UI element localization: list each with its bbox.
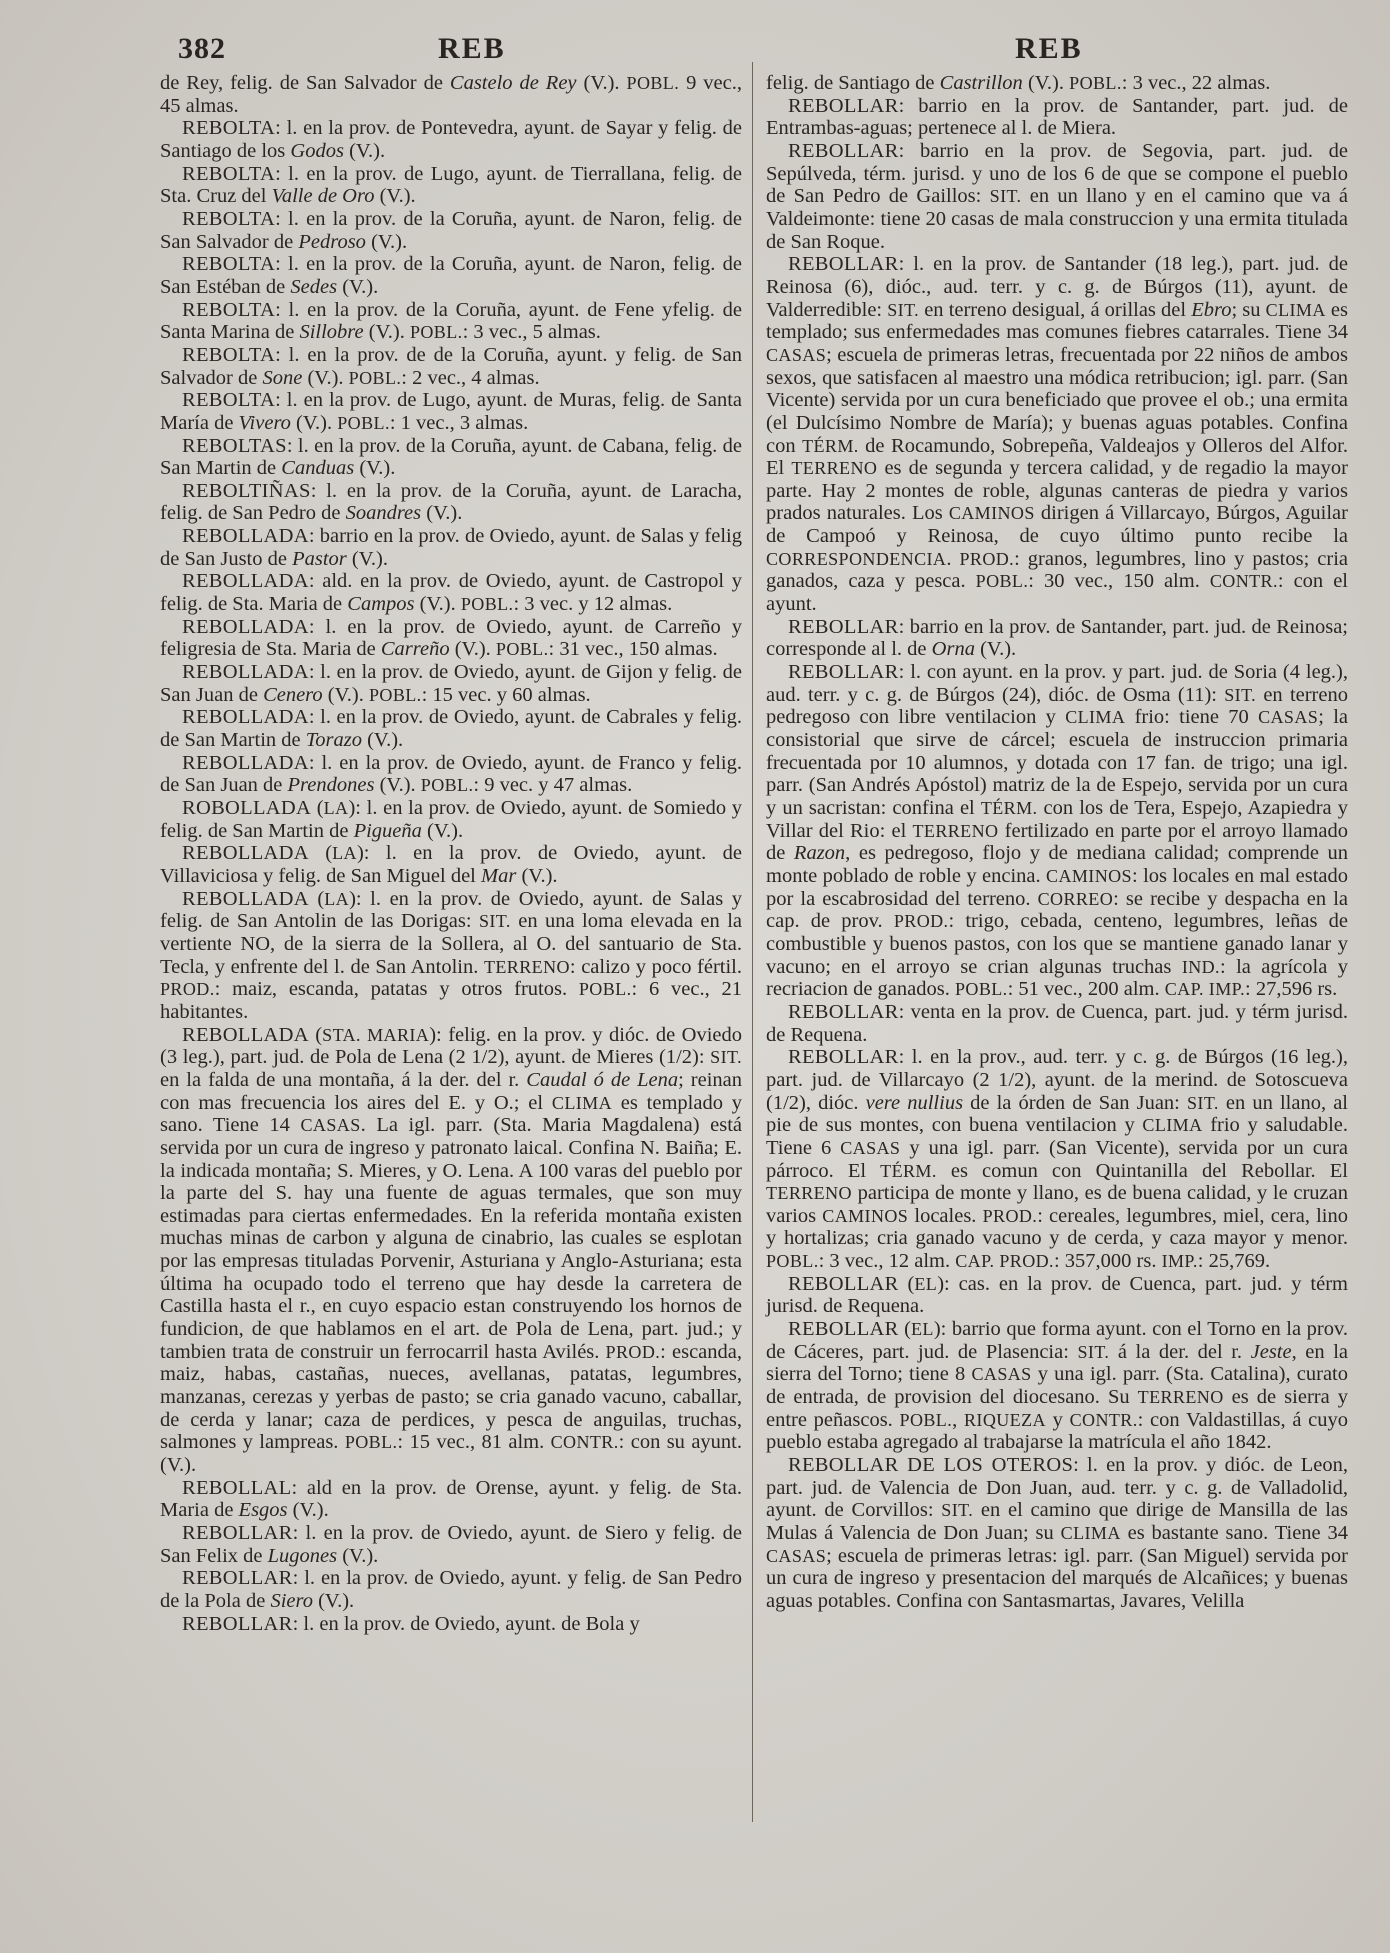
abbreviation: STA. MARIA — [322, 1024, 430, 1045]
headword: REBOLLAR — [182, 1522, 293, 1544]
entry-text: en terreno desigual, á orillas del — [919, 298, 1192, 321]
entry-text: (V.). — [302, 366, 349, 389]
abbreviation: CLIMA — [1265, 299, 1326, 320]
entry-text: : l. en la prov. de la Coruña, ayunt. de Laracha, felig. de San Pedro de — [160, 479, 742, 525]
abbreviation: CASAS — [971, 1364, 1032, 1385]
abbreviation: POBL. — [975, 571, 1029, 592]
entry-text: fertilizado en parte por el arroyo llamado de — [766, 819, 1348, 865]
dictionary-entry — [160, 1024, 742, 1477]
entry-text: dirigen á Villarcayo, Búrgos, Aguilar de Campoó y Reinosa, de cuyo último punto recibe la — [766, 502, 1348, 548]
abbreviation: CONTR. — [1209, 571, 1278, 592]
entry-text: (V.). — [337, 275, 379, 298]
entry-text: ): l. en la prov. de Oviedo, ayunt. de Villaviciosa y felig. de San Miguel del — [160, 842, 742, 887]
entry-text: en la falda de una montaña, á la der. del r. — [160, 1068, 527, 1091]
dictionary-entry — [160, 797, 742, 842]
entry-text: ): cas. en la prov. de Cuenca, part. jud. y térm jurisd. de Requena. — [766, 1272, 1348, 1318]
place-name: Soandres — [345, 502, 422, 525]
place-name: Pigueña — [353, 819, 422, 842]
dictionary-entry — [160, 299, 742, 344]
dictionary-entry — [766, 1001, 1348, 1046]
place-name: Orna — [931, 638, 975, 661]
entry-text: : ald. en la prov. de Oviedo, ayunt. de Castropol y felig. de Sta. Maria de — [160, 570, 742, 616]
entry-text: frio y saludable. Tiene 6 — [766, 1114, 1348, 1159]
entry-text: ; escuela de primeras letras: igl. parr. (San Miguel) servida por un cura de ingreso y presentacion del marqués de Alcañices; y buenas aguas potables. Confina con Santasmartas, Javares, Velilla — [766, 1544, 1348, 1612]
entry-text: ( — [308, 887, 325, 910]
abbreviation: POBL. — [337, 412, 390, 433]
abbreviation: SIT. — [989, 186, 1022, 207]
place-name: Prendones — [287, 774, 375, 797]
headword: REBOLLAR — [788, 253, 899, 276]
entry-text: : 1 vec., 3 almas. — [389, 411, 529, 434]
place-name: Canduas — [281, 457, 355, 480]
entry-text: : calizo y poco fértil. — [569, 955, 742, 978]
abbreviation: PROD. — [605, 1341, 661, 1362]
entry-text: en un llano y en el camino que va á Valdeimonte: tiene 20 casas de mala construccion y una ermita titulada de San Roque. — [766, 185, 1348, 253]
abbreviation: LA — [324, 888, 350, 909]
abbreviation: LA — [323, 798, 349, 818]
dictionary-entry — [766, 253, 1348, 616]
entry-text: en el camino que dirige de Mansilla de las Mulas á Valencia de Don Juan; su — [766, 1499, 1349, 1544]
headword: REBOLLAR — [788, 1318, 899, 1341]
abbreviation: CLIMA — [551, 1092, 612, 1113]
entry-text: : l. en la prov. de Oviedo, ayunt. de Gijon y felig. de San Juan de — [160, 661, 742, 706]
dictionary-entry — [160, 570, 742, 615]
abbreviation: POBL. — [460, 594, 514, 615]
dictionary-entry — [160, 752, 742, 797]
entry-text: : l. en la prov., aud. terr. y c. g. de Búrgos (16 leg.), part. jud. de Villarcayo (2 1/2), ayunt. de la merind. de Sotoscueva (1/2), dióc. — [766, 1046, 1348, 1114]
dictionary-entry — [766, 72, 1348, 95]
entry-text: es de sierra y entre peñascos. — [766, 1386, 1348, 1431]
entry-text: : barrio en la prov. de Segovia, part. jud. de Sepúlveda, térm. jurisd. y uno de los 6 de que se compone el pueblo de San Pedro de Gaillos: — [766, 139, 1348, 208]
dictionary-entry — [160, 389, 742, 434]
entry-text: : l. en la prov. de Lugo, ayunt. de Tierrallana, felig. de Sta. Cruz del — [160, 162, 742, 208]
abbreviation: CAMINOS — [948, 503, 1035, 524]
abbreviation: TÉRM. — [980, 798, 1038, 818]
entry-text: y una igl. parr. (San Vicente), servida por un cura párroco. El — [766, 1136, 1348, 1182]
running-head-left: REB — [438, 32, 506, 65]
place-name: Razon — [793, 842, 846, 865]
entry-text: es templado; sus enfermedades mas comunes fiebres catarrales. Tiene 34 — [766, 298, 1348, 344]
abbreviation: POBL. — [766, 1251, 819, 1272]
entry-text: de la órden de San Juan: — [963, 1091, 1187, 1114]
entry-text: : venta en la prov. de Cuenca, part. jud. y térm jurisd. de Requena. — [766, 1000, 1348, 1046]
entry-text: (V.). — [974, 638, 1017, 661]
headword: REBOLLAR — [788, 615, 899, 638]
left-column — [160, 72, 742, 1635]
abbreviation: CORREO — [1037, 888, 1114, 909]
abbreviation: POBL. — [495, 639, 549, 660]
dictionary-entry — [160, 1613, 742, 1636]
entry-text: : l. en la prov. de la Coruña, ayunt. de Naron, felig. de San Estéban de — [160, 253, 742, 298]
dictionary-entry — [160, 117, 742, 162]
column-divider — [752, 62, 753, 1822]
entry-text: felig. de Santiago de — [766, 72, 940, 94]
abbreviation: CAP. PROD. — [955, 1251, 1054, 1272]
abbreviation: PROD. — [982, 1205, 1038, 1226]
dictionary-entry — [160, 435, 742, 480]
place-name: Esgos — [238, 1499, 288, 1522]
entry-text: : escanda, maiz, habas, castañas, nueces, avellanas, patatas, legumbres, manzanas, cerezas y yerbas de pasto; se cria ganado vacuno, caballar, de cerda y lanar; caza de perdices, y pesca de anguilas, truchas, salmones y lampreas. — [160, 1340, 742, 1454]
dictionary-entry — [160, 480, 742, 525]
abbreviation: SIT. — [1077, 1341, 1110, 1362]
entry-text: : l. en la prov. de la Coruña, ayunt. de Fene yfelig. de Santa Marina de — [160, 298, 742, 344]
dictionary-entry — [766, 1046, 1348, 1273]
place-name: Pedroso — [298, 230, 366, 253]
headword: REBOLLADA — [182, 887, 309, 910]
entry-text: : la agrícola y recriacion de ganados. — [766, 955, 1348, 1001]
abbreviation: SIT. — [941, 1500, 974, 1521]
entry-text: ; escuela de primeras letras, frecuentada por 22 niños de ambos sexos, que satisfacen al maestro una módica retribucion; igl. parr. (San Vicente) servida por un cura beneficiado que provee el ob.; una ermita (el Dulcísimo Nombre de María); y buenas aguas potables. Confina con — [766, 343, 1348, 457]
entry-text: ): l. en la prov. de Oviedo, ayunt. de Somiedo y felig. de San Martin de — [160, 797, 742, 842]
entry-text: ( — [308, 842, 333, 865]
abbreviation: EL — [914, 1273, 938, 1294]
place-name: Cenero — [263, 683, 323, 706]
dictionary-entry — [160, 208, 742, 253]
entry-text: : barrio en la prov. de Santander, part. jud. de Entrambas-aguas; pertenece al l. de Miera. — [766, 94, 1348, 140]
headword: REBOLTA — [182, 389, 276, 412]
dictionary-entry — [160, 525, 742, 570]
entry-text: : 3 vec., 22 almas. — [1121, 72, 1271, 94]
entry-text: : con su ayunt. (V.). — [160, 1431, 742, 1477]
entry-text: y — [1045, 1408, 1070, 1431]
place-name: Pastor — [292, 547, 347, 570]
place-name: Sillobre — [299, 321, 364, 344]
abbreviation: CONTR. — [1069, 1409, 1138, 1430]
dictionary-entry — [160, 1567, 742, 1612]
entry-text: : maiz, escanda, patatas y otros frutos. — [214, 978, 579, 1001]
dictionary-entry — [160, 1477, 742, 1522]
abbreviation: RIQUEZA — [963, 1409, 1046, 1430]
place-name: Mar — [481, 864, 517, 887]
headword: REBOLLADA — [182, 706, 309, 729]
headword: REBOLTA — [182, 298, 276, 321]
dictionary-entry — [766, 95, 1348, 140]
entry-text: : l. en la prov. de Pontevedra, ayunt. de Sayar y felig. de Santiago de los — [160, 117, 742, 162]
headword: REBOLTA — [182, 207, 276, 230]
entry-text: y una igl. parr. (Sta. Catalina), curato de entrada, de provision del diocesano. Su — [766, 1363, 1348, 1409]
entry-text: ( — [898, 1318, 911, 1341]
entry-text: (V.). — [363, 321, 410, 344]
entry-text: : 357,000 rs. — [1053, 1250, 1162, 1273]
entry-text: ): barrio que forma ayunt. con el Torno en la prov. de Cáceres, part. jud. de Plasencia: — [766, 1318, 1349, 1363]
entry-text: ( — [898, 1272, 915, 1295]
headword: ROBOLLADA — [182, 797, 312, 819]
abbreviation: TERRENO — [766, 1183, 852, 1204]
headword: REBOLTAS — [182, 434, 287, 457]
abbreviation: PROD. — [160, 979, 215, 1000]
entry-text: con los de Tera, Espejo, Azapiedra y Villar del Rio: el — [766, 797, 1348, 842]
abbreviation: POBL. — [1069, 73, 1122, 93]
abbreviation: CLIMA — [1065, 707, 1126, 728]
abbreviation: POBL. — [344, 1432, 398, 1453]
abbreviation: CLIMA — [1142, 1115, 1203, 1136]
dictionary-entry — [160, 72, 742, 117]
abbreviation: CAMINOS — [822, 1205, 909, 1226]
entry-text: : l. en la prov. de Oviedo, ayunt. y felig. de San Pedro de la Pola de — [160, 1567, 742, 1612]
entry-text: 9 vec., 45 almas. — [160, 72, 742, 117]
entry-text: es comun con Quintanilla del Rebollar. El — [936, 1159, 1349, 1182]
abbreviation: CASAS — [840, 1137, 901, 1158]
entry-text: de Rey, felig. de San Salvador de — [160, 72, 450, 94]
abbreviation: POBL. — [409, 322, 463, 343]
running-head-right: REB — [1015, 32, 1083, 65]
entry-text: : l. en la prov. y dióc. de Leon, part. jud. de Valencia de Don Juan, aud. terr. y c. g. de Valladolid, ayunt. de Corvillos: — [766, 1454, 1349, 1522]
headword: REBOLLADA — [182, 751, 309, 774]
abbreviation: SIT. — [1224, 684, 1257, 705]
entry-text: ( — [308, 1023, 323, 1046]
place-name: Caudal ó de Lena — [526, 1068, 679, 1091]
entry-text: : l. en la prov. de Oviedo, ayunt. de Bola y — [292, 1612, 640, 1635]
headword: REBOLTA — [182, 253, 276, 276]
place-name: Valle de Oro — [271, 185, 375, 208]
dictionary-entry — [160, 706, 742, 751]
abbreviation: TERRENO — [791, 458, 878, 479]
entry-text: (V.). — [290, 411, 338, 434]
headword: REBOLLAR — [788, 1000, 899, 1023]
entry-text: : cereales, legumbres, miel, cera, lino y hortalizas; cria ganado vacuno y de cerda, y caza mayor y menor. — [766, 1204, 1348, 1250]
headword: REBOLLAR — [788, 1046, 899, 1069]
entry-text: : trigo, cebada, centeno, legumbres, leñas de combustible y buenos pastos, con los que se mantiene ganado lanar y vacuno; en el arroyo se crian algunas truchas — [766, 910, 1348, 978]
headword: REBOLLAR — [788, 139, 899, 162]
entry-text: : granos, legumbres, lino y pastos; cria ganados, caza y pesca. — [766, 547, 1348, 593]
entry-text: : l. en la prov. de Oviedo, ayunt. de Siero y felig. de San Felix de — [160, 1522, 742, 1567]
entry-text: de Rocamundo, Sobrepeña, Valdeajos y Olleros del Alfor. El — [766, 434, 1348, 480]
entry-text: : l. en la prov. de la Coruña, ayunt. de Naron, felig. de San Salvador de — [160, 207, 742, 253]
headword: REBOLLADA — [182, 661, 309, 684]
abbreviation: CASAS — [1258, 707, 1319, 728]
entry-text: : 15 vec. y 60 almas. — [421, 683, 591, 706]
entry-text: : con Valdastillas, á cuyo pueblo estaba agregado al trabajarse la matrícula el año 1842. — [766, 1408, 1349, 1454]
headword: REBOLLAR — [788, 94, 899, 117]
abbreviation: CONTR. — [550, 1432, 619, 1453]
place-name: Lugones — [267, 1544, 338, 1567]
entry-text: en un llano, al pie de sus montes, con buena ventilacion y — [766, 1091, 1348, 1137]
entry-text: : l. en la prov. de de la Coruña, ayunt. y felig. de San Salvador de — [160, 343, 742, 389]
entry-text: (V.). — [361, 729, 404, 752]
entry-text: : 25,769. — [1197, 1250, 1271, 1273]
dictionary-entry — [160, 842, 742, 887]
place-name: Godos — [290, 139, 344, 162]
entry-text: . — [946, 547, 960, 570]
place-name: Castelo de Rey — [449, 72, 577, 94]
entry-text: : 27,596 rs. — [1245, 978, 1338, 1001]
abbreviation: POBL. — [899, 1409, 953, 1430]
headword: REBOLTA — [182, 343, 276, 366]
abbreviation: IMP. — [1161, 1251, 1198, 1272]
entry-text: : 31 vec., 150 almas. — [548, 638, 718, 661]
place-name: Siero — [270, 1589, 313, 1612]
dictionary-entry — [766, 140, 1348, 253]
abbreviation: POBL. — [420, 775, 474, 796]
entry-text: participa de monte y llano, es de buena calidad, y le cruzan varios — [766, 1182, 1348, 1227]
dictionary-entry — [160, 616, 742, 661]
abbreviation: CORRESPONDENCIA — [766, 548, 947, 569]
dictionary-entry — [766, 661, 1348, 1001]
place-name: Jeste — [1250, 1340, 1292, 1363]
abbreviation: TÉRM. — [802, 435, 859, 456]
place-name: Torazo — [305, 729, 362, 752]
place-name: Campos — [347, 593, 415, 616]
entry-text: : 3 vec., 5 almas. — [462, 321, 601, 344]
place-name: Vivero — [238, 411, 291, 434]
entry-text: , — [952, 1408, 964, 1431]
abbreviation: POBL. — [626, 73, 680, 93]
entry-text: : 3 vec. y 12 almas. — [513, 593, 673, 616]
entry-text: (V.). — [343, 139, 386, 162]
entry-text: (V.). — [346, 547, 388, 570]
place-name: Castrillon — [939, 72, 1023, 94]
headword: REBOLLADA — [182, 525, 309, 548]
place-name: Ebro — [1191, 298, 1232, 321]
dictionary-entry — [160, 1522, 742, 1567]
entry-text: (V.). — [1022, 72, 1070, 94]
entry-text: : con el ayunt. — [766, 570, 1348, 616]
dictionary-entry — [160, 888, 742, 1024]
headword: REBOLLADA — [182, 1023, 309, 1046]
abbreviation: CAP. IMP. — [1164, 979, 1245, 1000]
entry-text: frio: tiene 70 — [1125, 706, 1259, 729]
dictionary-entry — [160, 163, 742, 208]
entry-text: ; su — [1231, 298, 1266, 321]
abbreviation: TERRENO — [912, 820, 999, 841]
entry-text: ): l. en la prov. de Oviedo, ayunt. de Salas y felig. de San Antolin de las Dorigas: — [160, 887, 742, 933]
abbreviation: POBL. — [954, 979, 1008, 1000]
headword: REBOLTA — [182, 117, 276, 140]
entry-text: : barrio en la prov. de Oviedo, ayunt. de Salas y felig de San Justo de — [160, 525, 742, 570]
entry-text: ): felig. en la prov. y dióc. de Oviedo (3 leg.), part. jud. de Pola de Lena (2 1/2), ayunt. de Mieres (1/2): — [160, 1023, 742, 1069]
entry-text: : barrio en la prov. de Santander, part. jud. de Reinosa; corresponde al l. de — [766, 615, 1348, 661]
dictionary-entry — [766, 1273, 1348, 1318]
entry-text: , es pedregoso, flojo y de mediana calidad; comprende un monte poblado de roble y encina. — [766, 842, 1348, 887]
entry-text: (V.). — [449, 638, 496, 661]
entry-text: ( — [311, 797, 324, 819]
place-name: Carreño — [380, 638, 450, 661]
headword: REBOLTA — [182, 162, 276, 185]
abbreviation: SIT. — [887, 299, 920, 320]
headword: REBOLTIÑAS — [182, 479, 311, 502]
entry-text: : l. en la prov. de Lugo, ayunt. de Muras, felig. de Santa María de — [160, 389, 742, 434]
entry-text: : 9 vec. y 47 almas. — [473, 774, 633, 797]
dictionary-entry — [766, 616, 1348, 661]
abbreviation: POBL. — [578, 979, 632, 1000]
abbreviation: PROD. — [959, 548, 1015, 569]
entry-text: : l. con ayunt. en la prov. y part. jud. de Soria (4 leg.), aud. terr. y c. g. de Búrgos (24), dióc. de Osma (11): — [766, 661, 1348, 706]
entry-text: . La igl. parr. (Sta. Maria Magdalena) está servida por un cura de ingreso y patronato laical. Confina N. Baiña; E. la indicada montaña; S. Mieres, y O. Lena. A 100 varas del pueblo por la parte del S. hay una fuente de aguas termales, que son muy estimadas para ciertas enfermedades. En la referida montaña existen muchas minas de carbon y alguna de cinabrio, las cuales se esplotan por las empresas tituladas Porvenir, Asturiana y Anglo-Asturiana; esta última ha ocupado todo el terreno que hay desde la carretera de Castilla hasta el r., en cuyo espacio estan construyendo los hornos de fundicion, de que hablamos en el art. de Pola de Lena, part. jud.; y tambien trata de construir un ferrocarril hasta Avilés. — [160, 1114, 743, 1363]
entry-text: (V.). — [516, 864, 558, 887]
entry-text: , en la sierra del Torno; tiene 8 — [766, 1340, 1348, 1386]
entry-text: (V.). — [322, 683, 369, 706]
headword: REBOLLAR — [788, 1272, 899, 1295]
page-header — [160, 30, 1350, 74]
entry-text: (V.). — [414, 593, 461, 616]
entry-text: (V.). — [312, 1589, 355, 1612]
abbreviation: TERRENO — [483, 956, 570, 977]
place-name: Sedes — [290, 275, 338, 298]
entry-text: á la der. del r. — [1109, 1340, 1251, 1363]
headword: REBOLLADA — [182, 615, 309, 638]
entry-text: en una loma elevada en la vertiente NO, de la sierra de la Sollera, al O. del santuario de Sta. Tecla, y enfrente del l. de San Antolin. — [160, 910, 742, 978]
entry-text: es de segunda y tercera calidad, y de regadio la mayor parte. Hay 2 montes de roble, algunas canteras de piedra y varios prados naturales. Los — [766, 457, 1348, 525]
abbreviation: EL — [910, 1319, 934, 1340]
abbreviation: PROD. — [893, 911, 949, 932]
headword: REBOLLAR — [182, 1567, 293, 1590]
dictionary-entry — [160, 344, 742, 389]
entry-text: : 15 vec., 81 alm. — [397, 1431, 551, 1454]
entry-text: locales. — [908, 1204, 983, 1227]
dictionary-entry — [766, 1318, 1348, 1454]
dictionary-entry — [160, 661, 742, 706]
abbreviation: TÉRM. — [880, 1160, 937, 1181]
headword: REBOLLAL — [182, 1476, 292, 1499]
abbreviation: CLIMA — [1060, 1523, 1121, 1543]
abbreviation: CAMINOS — [1046, 865, 1132, 886]
entry-text: ; reinan con mas frecuencia los aires del E. y O.; el — [160, 1068, 743, 1114]
page-number: 382 — [178, 32, 226, 65]
entry-text: ; la consistorial que sirve de cárcel; escuela de instruccion primaria frecuentada por 10 alumnos, y dotada con 17 fan. de trigo; una igl. parr. (San Andrés Apóstol) matriz de la de Espejo, servida por un cura y un sacristan: confina el — [766, 706, 1348, 819]
entry-text: (V.). — [365, 230, 408, 253]
abbreviation: IND. — [1181, 956, 1220, 977]
entry-text: : l. en la prov. de la Coruña, ayunt. de Cabana, felig. de San Martin de — [160, 434, 742, 480]
entry-text: (V.). — [287, 1499, 329, 1522]
entry-text: : 3 vec., 12 alm. — [818, 1250, 956, 1273]
abbreviation: CASAS — [300, 1115, 361, 1136]
place-name: Sone — [262, 366, 303, 389]
abbreviation: CASAS — [766, 1545, 827, 1566]
entry-text: (V.). — [374, 774, 421, 797]
dictionary-entry — [766, 1454, 1348, 1613]
abbreviation: TERRENO — [1137, 1387, 1224, 1408]
entry-text: : l. en la prov. de Santander (18 leg.), part. jud. de Reinosa (6), dióc., aud. terr. y c. g. de Búrgos (11), ayunt. de Valderredible: — [766, 253, 1348, 321]
abbreviation: LA — [332, 843, 357, 864]
place-name: vere nullius — [865, 1091, 964, 1114]
entry-text: (V.). — [421, 502, 463, 525]
entry-text: : 6 vec., 21 habitantes. — [160, 978, 742, 1023]
headword: REBOLLADA — [182, 570, 309, 593]
abbreviation: SIT. — [1186, 1092, 1219, 1113]
abbreviation: CASAS — [766, 344, 827, 365]
entry-text: : ald en la prov. de Orense, ayunt. y felig. de Sta. Maria de — [160, 1476, 742, 1522]
entry-text: (V.). — [337, 1544, 379, 1567]
entry-text: : l. en la prov. de Oviedo, ayunt. de Franco y felig. de San Juan de — [160, 751, 742, 797]
abbreviation: SIT. — [478, 911, 511, 932]
entry-text: : 30 vec., 150 alm. — [1028, 570, 1210, 593]
entry-text: : l. en la prov. de Oviedo, ayunt. de Carreño y feligresia de Sta. Maria de — [160, 615, 742, 661]
headword: REBOLLADA — [182, 842, 309, 865]
right-column — [766, 72, 1348, 1613]
abbreviation: POBL. — [348, 367, 402, 388]
headword: REBOLLAR — [788, 661, 899, 684]
entry-text: : los locales en mal estado por la escabrosidad del terreno. — [766, 864, 1348, 910]
entry-text: en terreno pedregoso con libre ventilacion y — [766, 683, 1348, 729]
abbreviation: SIT. — [710, 1047, 742, 1068]
entry-text: es templado y sano. Tiene 14 — [160, 1091, 742, 1137]
entry-text: : l. en la prov. de Oviedo, ayunt. de Cabrales y felig. de San Martin de — [160, 706, 742, 752]
entry-text: : se recibe y despacha en la cap. de prov. — [766, 887, 1348, 933]
entry-text: (V.). — [576, 72, 627, 94]
entry-text: (V.). — [421, 819, 464, 842]
entry-text: (V.). — [374, 185, 416, 208]
headword: REBOLLAR — [182, 1612, 293, 1635]
headword: REBOLLAR DE LOS OTEROS — [788, 1454, 1074, 1477]
dictionary-entry — [160, 253, 742, 298]
entry-text: (V.). — [354, 457, 396, 480]
abbreviation: POBL. — [368, 684, 422, 705]
entry-text: : 51 vec., 200 alm. — [1007, 978, 1165, 1001]
entry-text: : 2 vec., 4 almas. — [401, 366, 540, 389]
entry-text: es bastante sano. Tiene 34 — [1120, 1522, 1349, 1544]
